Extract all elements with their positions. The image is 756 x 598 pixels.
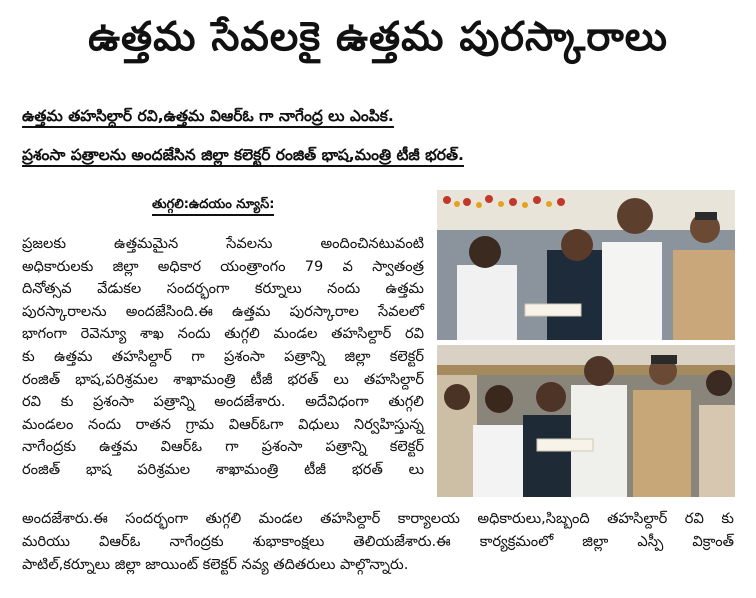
dateline: తుగ్గలి:ఉదయం న్యూస్: [152,196,274,216]
award-ceremony-photo-2 [437,345,735,497]
body-line: రవి కు ప్రశంసా పత్రాన్ని అందజేశారు. అదేవిధంగా తుగ్గలి [22,393,424,411]
body-line: రంజిత్ భాష,పరిశ్రమల శాఖామంత్రి టీజీ భరత్ లు తహసిల్దార్ [22,370,424,388]
body-line: పాటిల్,కర్నూలు జిల్లా జాయింట్ కలెక్టర్ నవ్య తదితరులు పాల్గొన్నారు. [22,556,409,573]
body-line: కు ఉత్తమ తహసిల్దార్ గా ప్రశంసా పత్రాన్ని జిల్లా కలెక్టర్ [22,347,424,365]
body-line: పురస్కారాలను అందజేసింది.ఈ ఉత్తమ పురస్కారాల సేవలలో [22,302,424,320]
body-line: మరియు విఆర్ఓ నాగేంద్రకు శుభాకాంక్షలు తెలియజేశారు.ఈ కార్యక్రమంలో జిల్లా ఎస్పీ విక్రాంత్ [22,533,734,550]
body-line: ప్రజలకు ఉత్తమమైన సేవలను అందించినటువంటి [22,235,424,252]
headline: ఉత్తమ సేవలకై ఉత్తమ పురస్కారాలు [88,14,668,60]
body-line: దినోత్సవ వేడుకల సందర్భంగా కర్నూలు నందు ఉత్తమ [22,280,424,298]
article-body-column [22,233,424,482]
body-line: అధికారులకు జిల్లా అధికార యంత్రాంగం 79 వ స్వాతంత్ర [22,257,424,275]
photo-1-illustration [437,190,735,340]
body-line: మండలం నందు రాతన గ్రామ విఆర్ఓగా విధులు నిర్వహిస్తున్న [22,415,424,433]
body-line: రంజిత్ భాష పరిశ్రమల శాఖామంత్రి టీజీ భరత్ లు [22,460,424,478]
body-line: నాగేంద్రకు ఉత్తమ విఆర్ఓ గా ప్రశంసా పత్రాన్ని కలెక్టర్ [22,438,424,456]
body-line: అందజేశారు.ఈ సందర్భంగా తుగ్గలి మండల తహసిల్దార్ కార్యాలయ అధికారులు,సిబ్బంది తహసిల్దార్ రవి కు [22,510,734,527]
subhead-2: ప్రశంసా పత్రాలను అందజేసిన జిల్లా కలెక్టర్ రంజిత్ భాష,మంత్రి టీజీ భరత్. [22,145,464,167]
body-line: భాగంగా రెవెన్యూ శాఖ నందు తుగ్గలి మండల తహసిల్దార్ రవి [22,325,424,343]
subhead-1: ఉత్తమ తహసిల్దార్ రవి,ఉత్తమ విఆర్ఓ గా నాగేంద్ర లు ఎంపిక. [22,106,394,128]
photo-2-illustration [437,345,735,497]
award-ceremony-photo-1 [437,190,735,340]
article-body-full [22,507,734,576]
